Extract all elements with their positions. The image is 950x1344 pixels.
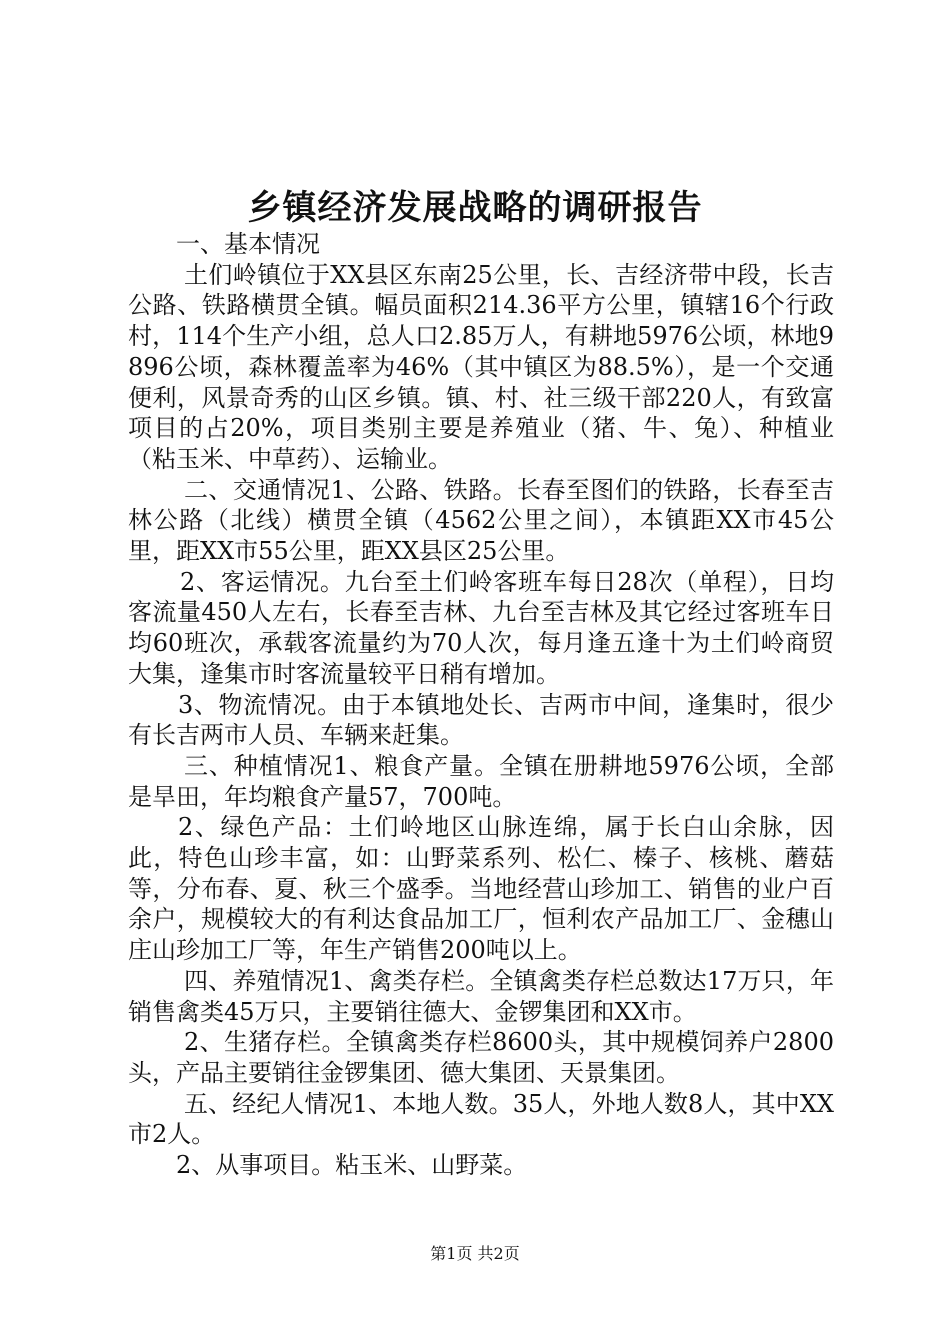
body-paragraph: 五、经纪人情况1、本地人数。35人，外地人数8人，其中XX市2人。	[128, 1089, 834, 1149]
body-paragraph: 2、生猪存栏。全镇禽类存栏8600头，其中规模饲养户2800头，产品主要销往金锣集团、德大集团、天景集团。	[128, 1028, 834, 1087]
body-paragraph: 一、基本情况	[176, 230, 320, 258]
page-footer: 第1页 共2页	[430, 1244, 520, 1263]
body-paragraph: 土们岭镇位于XX县区东南25公里，长、吉经济带中段，长吉公路、铁路横贯全镇。幅员面积214.36平方公里，镇辖16个行政村，114个生产小组，总人口2.85万人，有耕地5976公顷，林地9896公顷，森林覆盖率为46%（其中镇区为88.5%），是一个交通便利，风景奇秀的山区乡镇。镇、村、社三级干部220人，有致富项目的占20%，项目类别主要是养殖业（猪、牛、兔）、种植业（粘玉米、中草药）、运输业。	[128, 260, 834, 473]
body-paragraph: 三、种植情况1、粮食产量。全镇在册耕地5976公顷，全部是旱田，年均粮食产量57，700吨。	[128, 751, 834, 811]
body-paragraph: 2、从事项目。粘玉米、山野菜。	[176, 1151, 528, 1180]
body-paragraph: 四、养殖情况1、禽类存栏。全镇禽类存栏总数达17万只，年销售禽类45万只，主要销往德大、金锣集团和XX市。	[128, 966, 834, 1026]
body-paragraph: 3、物流情况。由于本镇地处长、吉两市中间，逢集时，很少有长吉两市人员、车辆来赶集。	[128, 690, 834, 750]
body-paragraph: 2、客运情况。九台至土们岭客班车每日28次（单程），日均客流量450人左右，长春至吉林、九台至吉林及其它经过客班车日均60班次，承载客流量约为70人次，每月逢五逢十为土们岭商贸大集，逢集市时客流量较平日稍有增加。	[128, 567, 834, 688]
document-body	[128, 229, 834, 1181]
body-paragraph: 二、交通情况1、公路、铁路。长春至图们的铁路，长春至吉林公路（北线）横贯全镇（4562公里之间），本镇距XX市45公里，距XX市55公里，距XX县区25公里。	[128, 475, 834, 566]
body-paragraph: 2、绿色产品：土们岭地区山脉连绵，属于长白山余脉，因此，特色山珍丰富，如：山野菜系列、松仁、榛子、核桃、蘑菇等，分布春、夏、秋三个盛季。当地经营山珍加工、销售的业户百余户，规模较大的有利达食品加工厂，恒利农产品加工厂、金穗山庄山珍加工厂等，年生产销售200吨以上。	[128, 813, 834, 965]
document-title: 乡镇经济发展战略的调研报告	[247, 188, 703, 228]
